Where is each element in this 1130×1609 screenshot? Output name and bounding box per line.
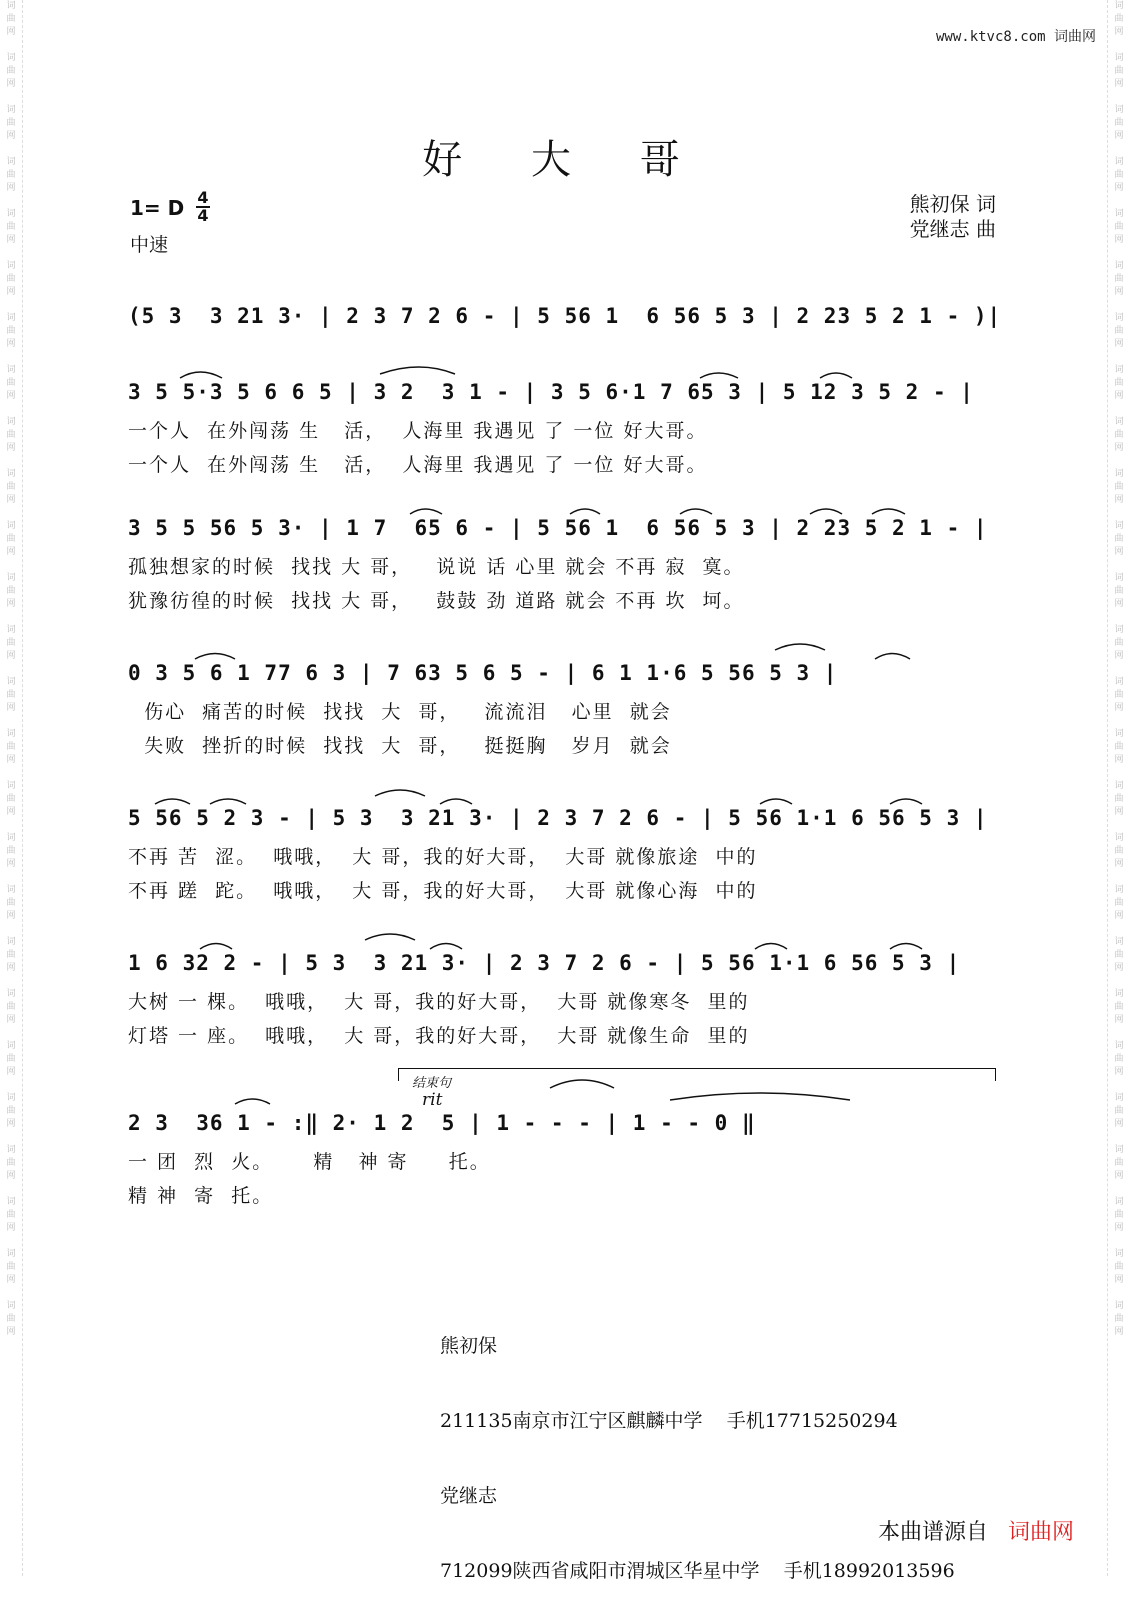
ending-label: 结束句: [412, 1076, 452, 1091]
composer-credit: 党继志 曲: [909, 217, 996, 241]
lyricist-credit: 熊初保 词: [909, 192, 996, 216]
credits: [910, 192, 996, 242]
slur-arc: [680, 509, 712, 514]
lyricist-address: 211135南京市江宁区麒麟中学 手机17715250294: [440, 1410, 898, 1432]
time-signature-bottom: 4: [197, 206, 209, 225]
notation-line-5: 1 6 32 2 - | 5 3 3 21 3· | 2 3 7 2 6 - | 5 56 1·1 6 56 5 3 |: [128, 951, 961, 975]
lyric-line-3-verse-1: 伤心 痛苦的时候 找找 大 哥， 流流泪 心里 就会: [128, 701, 672, 723]
footer-brand-link[interactable]: 词曲网: [1007, 1520, 1074, 1545]
slur-arc: [810, 509, 842, 514]
time-signature-top: 4: [197, 188, 209, 207]
ritardando-marking: rit: [422, 1090, 443, 1110]
slur-arc: [550, 1080, 614, 1088]
composer-address: 712099陕西省咸阳市渭城区华星中学 手机18992013596: [440, 1560, 955, 1582]
slur-arc: [430, 944, 462, 950]
lyric-line-5-verse-1: 大树 一 棵。 哦哦， 大 哥，我的好大哥， 大哥 就像寒冬 里的: [128, 991, 750, 1013]
notation-line-intro: (5 3 3 21 3· | 2 3 7 2 6 - | 5 56 1 6 56 5 3 | 2 23 5 2 1 - )|: [128, 304, 1002, 328]
lyricist-name: 熊初保: [440, 1335, 498, 1357]
lyric-line-6-verse-1: 一 团 烈 火。 精 神 寄 托。: [128, 1151, 491, 1173]
lyric-line-1-verse-2: 一个人 在外闯荡 生 活， 人海里 我遇见 了 一位 好大哥。: [128, 454, 708, 476]
key-signature: 1= D: [130, 196, 185, 220]
right-watermark-strip: 词 曲 网 词 曲 网 词 曲 网 词 曲 网 词 曲 网 词 曲 网 词 曲 网 词 曲 网 词 曲 网 词 曲 网 词 曲 网 词 曲 网 词 曲 网 词 曲 网 词 曲 网 词 曲 网 词 曲 网 词 曲 网 词 曲 网 词 曲 网 词 曲 网 词 曲 网 词 曲 网 词 曲 网 词 曲 网 词 曲 网: [1107, 0, 1130, 1576]
slur-arc: [235, 1099, 270, 1104]
time-signature: [196, 190, 210, 224]
notation-line-4: 5 56 5 2 3 - | 5 3 3 21 3· | 2 3 7 2 6 - | 5 56 1·1 6 56 5 3 |: [128, 806, 988, 830]
slur-arc: [200, 944, 232, 950]
slur-arc: [410, 509, 442, 514]
ending-bracket: [398, 1068, 996, 1081]
lyric-line-2-verse-2: 犹豫彷徨的时候 找找 大 哥， 鼓鼓 劲 道路 就会 不再 坎 坷。: [128, 590, 745, 612]
slur-arc: [755, 944, 787, 950]
slur-arc: [210, 799, 246, 804]
lyric-line-4-verse-1: 不再 苦 涩。 哦哦， 大 哥，我的好大哥， 大哥 就像旅途 中的: [128, 846, 758, 868]
notation-line-1: 3 5 5·3 5 6 6 5 | 3 2 3 1 - | 3 5 6·1 7 65 3 | 5 12 3 5 2 - |: [128, 380, 974, 404]
slur-arc: [875, 654, 910, 660]
slur-arc: [670, 1093, 850, 1100]
slur-arc: [872, 509, 905, 514]
lyric-line-5-verse-2: 灯塔 一 座。 哦哦， 大 哥，我的好大哥， 大哥 就像生命 里的: [128, 1025, 750, 1047]
notation-line-3: 0 3 5 6 1 77 6 3 | 7 63 5 6 5 - | 6 1 1·6 5 56 5 3 |: [128, 661, 838, 685]
slur-arc: [775, 644, 825, 650]
slur-arc: [375, 790, 425, 796]
slur-arc: [820, 373, 852, 378]
lyric-line-1-verse-1: 一个人 在外闯荡 生 活， 人海里 我遇见 了 一位 好大哥。: [128, 420, 708, 442]
contact-info: [440, 1284, 955, 1609]
slur-arc: [890, 799, 922, 804]
slur-arc: [890, 944, 922, 950]
slur-arc: [180, 372, 222, 378]
footer-source-label: 本曲谱源自: [877, 1520, 988, 1545]
slur-arc: [155, 799, 190, 804]
slur-arc: [380, 367, 455, 374]
slur-arc: [700, 373, 738, 378]
site-watermark: www.ktvc8.com 词曲网: [935, 29, 1096, 45]
notation-line-2: 3 5 5 56 5 3· | 1 7 65 6 - | 5 56 1 6 56 5 3 | 2 23 5 2 1 - |: [128, 516, 988, 540]
lyric-line-4-verse-2: 不再 蹉 跎。 哦哦， 大 哥，我的好大哥， 大哥 就像心海 中的: [128, 880, 758, 902]
slur-arc: [365, 934, 415, 940]
composer-name: 党继志: [440, 1485, 498, 1507]
slur-arc: [570, 509, 600, 514]
footer-source: [878, 1515, 1074, 1546]
left-watermark-strip: 词 曲 网 词 曲 网 词 曲 网 词 曲 网 词 曲 网 词 曲 网 词 曲 网 词 曲 网 词 曲 网 词 曲 网 词 曲 网 词 曲 网 词 曲 网 词 曲 网 词 曲 网 词 曲 网 词 曲 网 词 曲 网 词 曲 网 词 曲 网 词 曲 网 词 曲 网 词 曲 网 词 曲 网 词 曲 网 词 曲 网: [0, 0, 23, 1576]
notation-line-6: 2 3 36 1 - :‖ 2· 1 2 5 | 1 - - - | 1 - - 0 ‖: [128, 1111, 756, 1135]
slur-arc: [440, 799, 472, 804]
slur-arc: [195, 654, 235, 660]
tempo-marking: 中速: [130, 234, 169, 256]
slur-arc: [760, 799, 792, 804]
lyric-line-3-verse-2: 失败 挫折的时候 找找 大 哥， 挺挺胸 岁月 就会: [128, 735, 672, 757]
song-title: 好 大 哥: [422, 137, 708, 183]
lyric-line-2-verse-1: 孤独想家的时候 找找 大 哥， 说说 话 心里 就会 不再 寂 寞。: [128, 556, 745, 578]
lyric-line-6-verse-2: 精 神 寄 托。: [128, 1185, 274, 1207]
